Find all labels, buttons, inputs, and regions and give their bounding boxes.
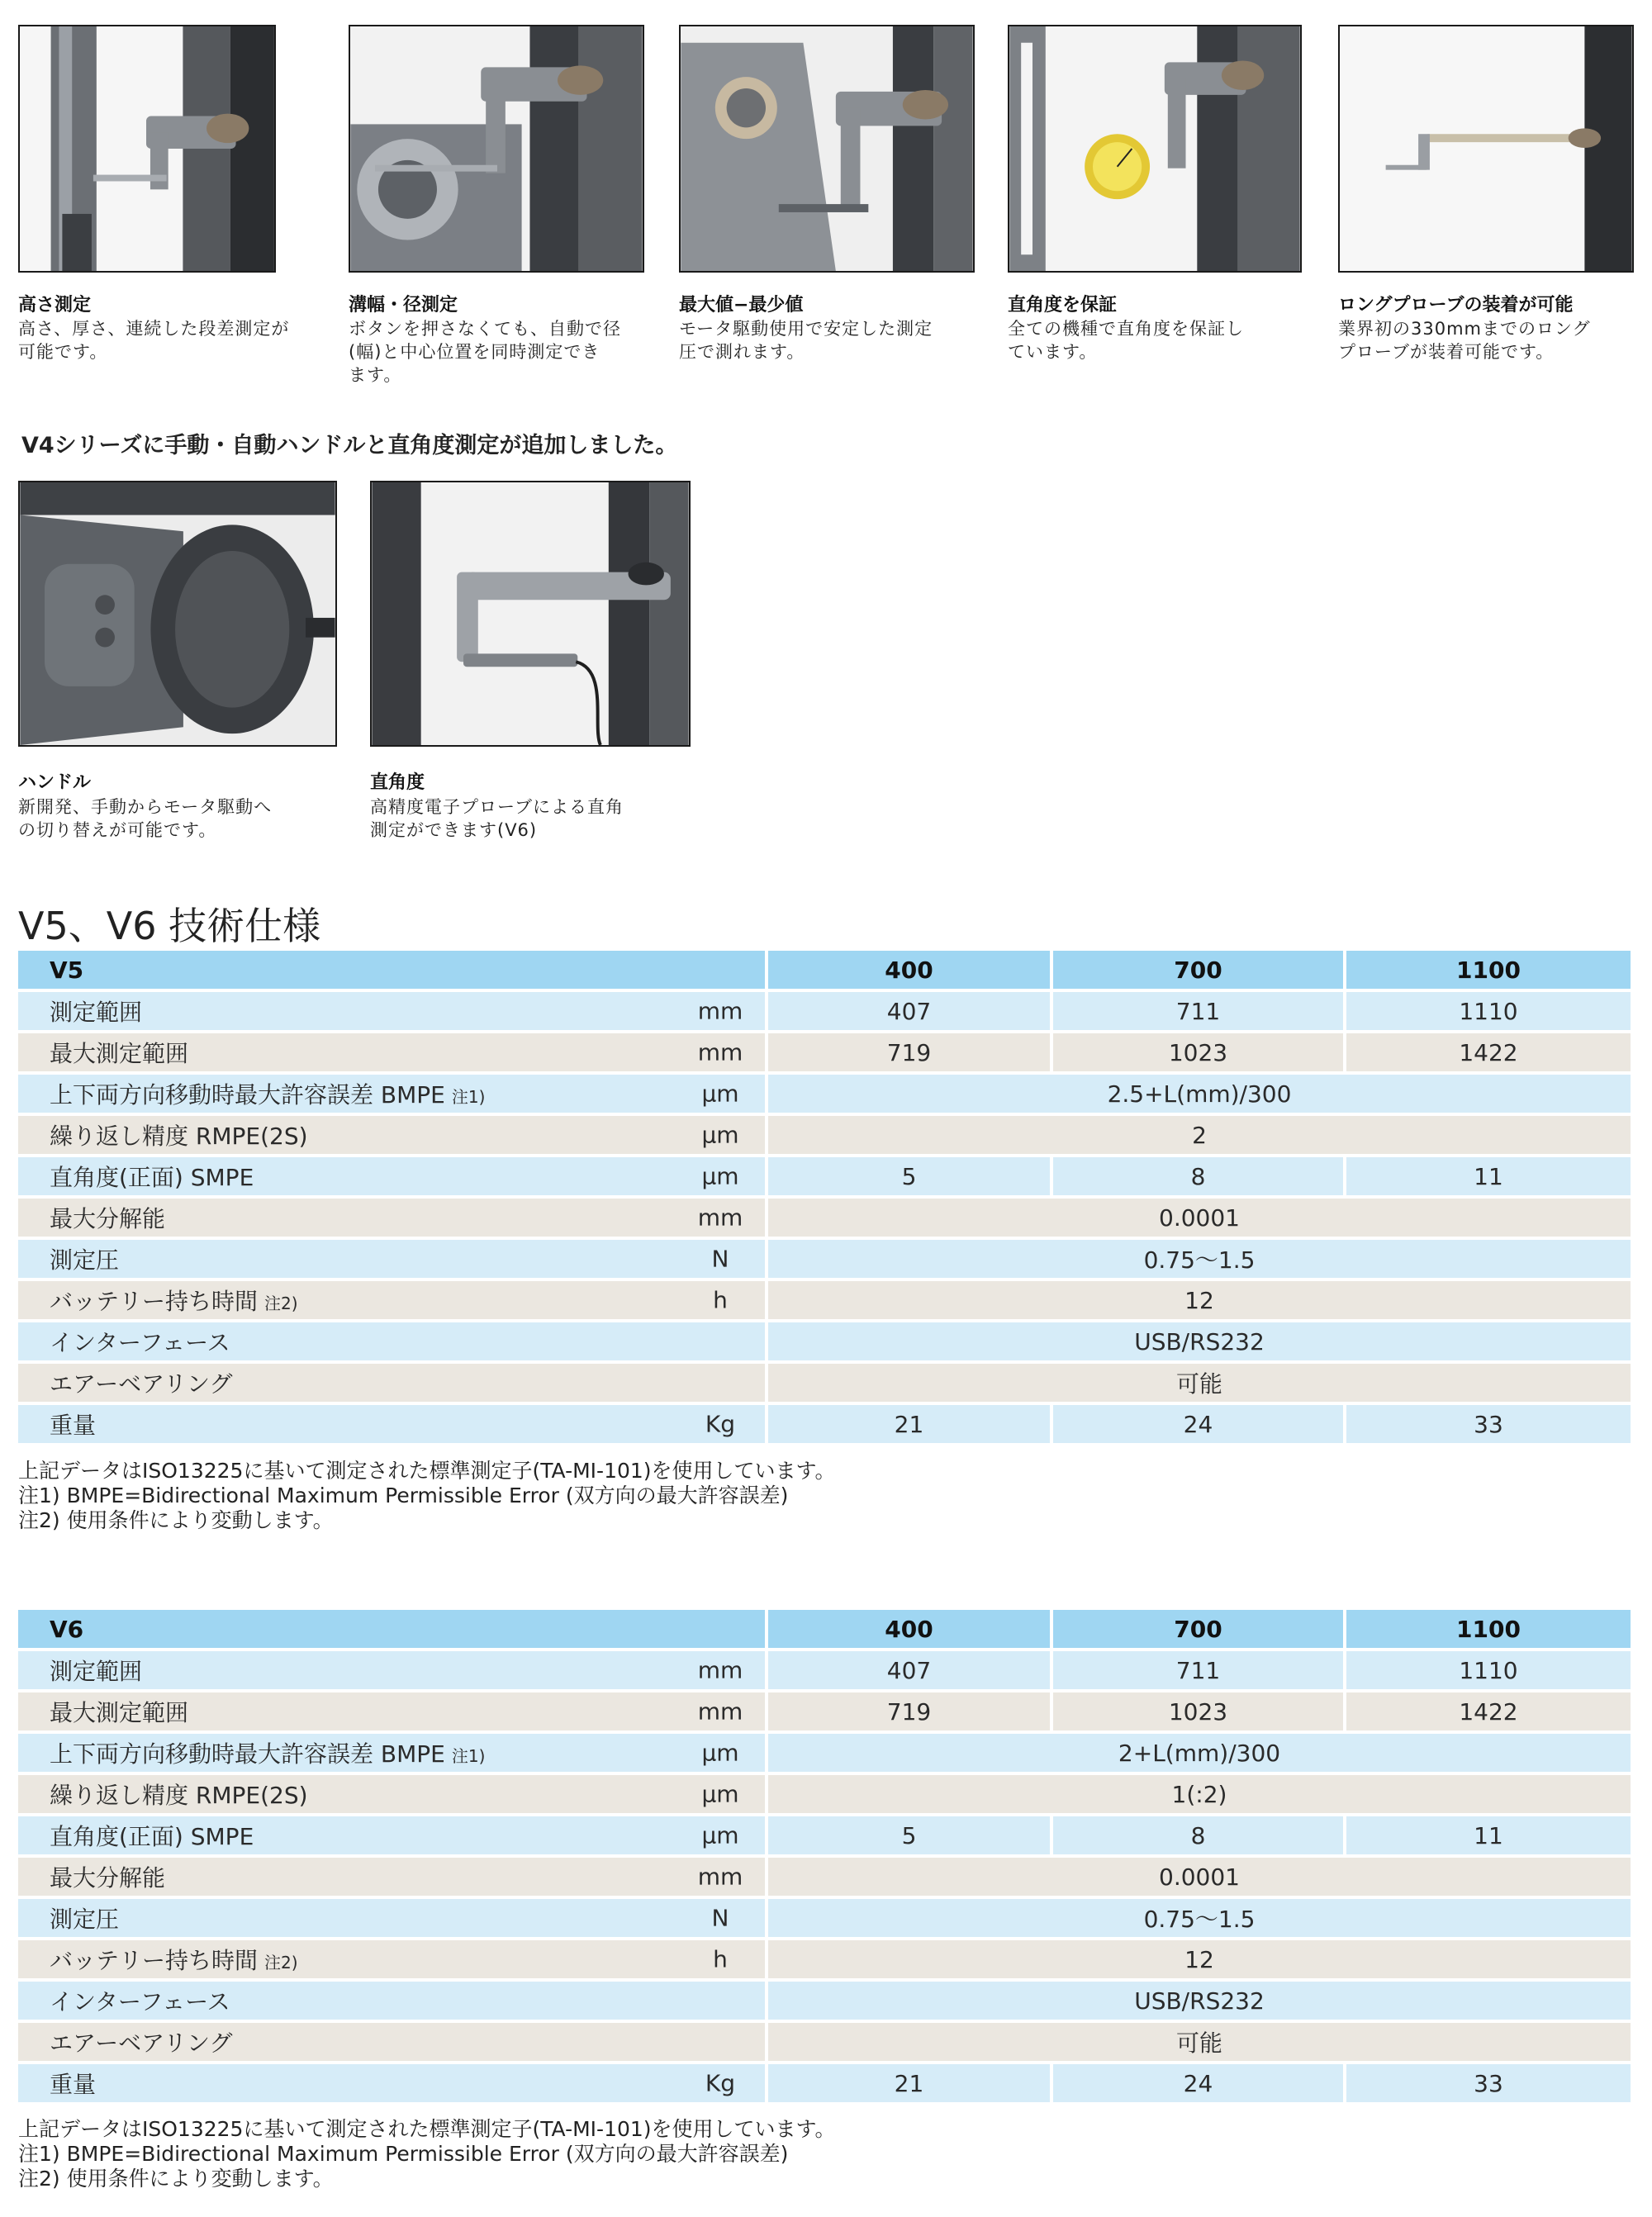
- model-size-header: 1100: [1346, 1610, 1634, 1651]
- spec-header-row: [18, 1610, 1634, 1651]
- feature-desc-groove: [349, 317, 654, 387]
- spec-value: 5: [768, 1157, 1053, 1199]
- spec-label: インターフェース: [50, 1988, 230, 2015]
- spec-label-group: [50, 995, 149, 1028]
- photo-squareness-guarantee: [1008, 25, 1302, 273]
- spec-label: 直角度(正面) SMPE: [50, 1164, 254, 1191]
- spec-unit: mm: [697, 1656, 743, 1684]
- spec-value-merged: USB/RS232: [768, 1982, 1634, 2023]
- spec-unit: mm: [697, 1697, 743, 1726]
- spec-unit: N: [711, 1904, 729, 1932]
- spec-row: [18, 1982, 1634, 2023]
- spec-label-group: [50, 1408, 102, 1441]
- spec-value: 8: [1053, 1816, 1346, 1858]
- spec-value: 24: [1053, 2064, 1346, 2105]
- spec-label-group: [50, 1654, 149, 1687]
- spec-notes-v5: [18, 1459, 836, 1533]
- spec-value: 21: [768, 2064, 1053, 2105]
- photo-handle: [18, 481, 337, 747]
- spec-label: バッテリー持ち時間: [50, 1947, 259, 1974]
- model-size-header: 700: [1053, 951, 1346, 992]
- squareness-probe-illustration: [372, 482, 689, 745]
- spec-value: 1023: [1053, 1033, 1346, 1075]
- spec-table-v6: [18, 1610, 1634, 2105]
- spec-label-group: [50, 1284, 298, 1317]
- note-line: 注2) 使用条件により変動します。: [18, 1508, 334, 1532]
- photo-long-probe: [1338, 25, 1634, 273]
- spec-label-cell: [18, 1940, 768, 1982]
- spec-section-title: V5、V6 技術仕様: [18, 904, 321, 948]
- spec-value: 1422: [1346, 1692, 1634, 1734]
- spec-label-cell: [18, 2064, 768, 2105]
- spec-table-v5: [18, 951, 1634, 1446]
- spec-unit: Kg: [705, 1410, 736, 1438]
- spec-value-merged: 2.5+L(mm)/300: [768, 1075, 1634, 1116]
- spec-label-group: [50, 1366, 239, 1399]
- max-min-measurement-illustration: [681, 26, 973, 271]
- spec-label-cell: [18, 2023, 768, 2064]
- spec-label-group: [50, 1201, 172, 1234]
- spec-label-group: [50, 2025, 239, 2058]
- spec-label: 最大測定範囲: [50, 1040, 189, 1067]
- spec-label-cell: [18, 1322, 768, 1364]
- spec-value: 11: [1346, 1816, 1634, 1858]
- spec-value: 407: [768, 992, 1053, 1033]
- model-size-header: 400: [768, 951, 1053, 992]
- spec-footnote-ref: 注1): [451, 1087, 486, 1107]
- spec-label: 最大測定範囲: [50, 1699, 189, 1726]
- spec-unit: μm: [701, 1780, 739, 1808]
- spec-unit: mm: [697, 997, 743, 1025]
- spec-label-cell: [18, 1982, 768, 2023]
- spec-row: [18, 1364, 1634, 1405]
- spec-label-cell: [18, 1899, 768, 1940]
- spec-value: 719: [768, 1692, 1053, 1734]
- spec-row: [18, 1734, 1634, 1775]
- spec-row: [18, 1651, 1634, 1692]
- spec-row: [18, 1157, 1634, 1199]
- spec-unit: μm: [701, 1739, 739, 1767]
- model-size-header: 700: [1053, 1610, 1346, 1651]
- spec-value: 407: [768, 1651, 1053, 1692]
- spec-footnote-ref: 注2): [264, 1953, 298, 1973]
- groove-measurement-illustration: [350, 26, 643, 271]
- spec-label-cell: [18, 1364, 768, 1405]
- spec-unit: μm: [701, 1162, 739, 1190]
- spec-label-cell: [18, 1816, 768, 1858]
- spec-label-cell: [18, 1692, 768, 1734]
- spec-unit: mm: [697, 1203, 743, 1232]
- spec-row: [18, 2023, 1634, 2064]
- spec-row: [18, 1281, 1634, 1322]
- feature-title-squareness: 直角度を保証: [1008, 295, 1118, 316]
- feature-title-long-probe: ロングプローブの装着が可能: [1338, 295, 1574, 316]
- photo-height-measurement: [18, 25, 276, 273]
- spec-header-row: [18, 951, 1634, 992]
- photo-squareness: [370, 481, 691, 747]
- feature-title-groove: 溝幅・径測定: [349, 295, 458, 316]
- spec-label: 測定圧: [50, 1906, 120, 1933]
- spec-row: [18, 992, 1634, 1033]
- spec-notes-v6: [18, 2117, 836, 2191]
- dial-indicator-illustration: [1009, 26, 1300, 271]
- spec-label: 測定圧: [50, 1246, 120, 1274]
- feature-desc-line: ます。: [349, 365, 402, 385]
- spec-label-group: [50, 1695, 195, 1728]
- note-line: 上記データはISO13225に基いて測定された標準測定子(TA-MI-101)を使用しています。: [18, 1459, 836, 1483]
- spec-label-group: [50, 1077, 485, 1110]
- spec-label-cell: [18, 1734, 768, 1775]
- feature-desc-squareness: [1008, 317, 1313, 363]
- spec-label-group: [50, 1160, 260, 1193]
- spec-footnote-ref: 注1): [451, 1746, 486, 1766]
- model-name: V6: [18, 1610, 768, 1651]
- spec-label-cell: [18, 1775, 768, 1816]
- feature-desc-line: ています。: [1008, 342, 1098, 362]
- spec-label-group: [50, 1325, 237, 1358]
- photo-groove-diameter-measurement: [349, 25, 644, 273]
- spec-unit: N: [711, 1245, 729, 1273]
- spec-value: 24: [1053, 1405, 1346, 1446]
- spec-value: 711: [1053, 992, 1346, 1033]
- spec-value: 8: [1053, 1157, 1346, 1199]
- spec-value-merged: 12: [768, 1940, 1634, 1982]
- spec-unit: h: [713, 1945, 728, 1973]
- spec-row: [18, 1940, 1634, 1982]
- spec-label-cell: [18, 1405, 768, 1446]
- feature-desc-line: 高精度電子プローブによる直角: [370, 797, 624, 817]
- spec-unit: mm: [697, 1863, 743, 1891]
- feature-title-max-min: 最大値−最少値: [679, 295, 804, 316]
- spec-row: [18, 1075, 1634, 1116]
- feature-title-height: 高さ測定: [18, 295, 92, 316]
- v4-feature-title-squareness: 直角度: [370, 772, 425, 793]
- spec-label-group: [50, 1860, 172, 1893]
- spec-label-group: [50, 1736, 485, 1769]
- spec-value-merged: 2+L(mm)/300: [768, 1734, 1634, 1775]
- spec-label: 最大分解能: [50, 1864, 166, 1892]
- spec-unit: μm: [701, 1080, 739, 1108]
- spec-value-merged: 可能: [768, 1364, 1634, 1405]
- spec-value: 11: [1346, 1157, 1634, 1199]
- spec-value-merged: 0.75〜1.5: [768, 1240, 1634, 1281]
- spec-label-cell: [18, 1281, 768, 1322]
- feature-desc-line: 業界初の330mmまでのロング: [1338, 319, 1591, 339]
- spec-label-group: [50, 1242, 126, 1275]
- spec-unit: μm: [701, 1121, 739, 1149]
- spec-value: 719: [768, 1033, 1053, 1075]
- spec-unit: mm: [697, 1038, 743, 1066]
- photo-max-min-measurement: [679, 25, 975, 273]
- spec-row: [18, 1899, 1634, 1940]
- feature-desc-line: 全ての機種で直角度を保証し: [1008, 319, 1244, 339]
- spec-label-group: [50, 1819, 260, 1852]
- spec-row: [18, 1322, 1634, 1364]
- spec-row: [18, 1116, 1634, 1157]
- spec-label: 上下両方向移動時最大許容誤差 BMPE: [50, 1081, 445, 1108]
- spec-unit: Kg: [705, 2069, 736, 2097]
- spec-value-merged: 0.0001: [768, 1858, 1634, 1899]
- feature-desc-line: (幅)と中心位置を同時測定でき: [349, 342, 601, 362]
- spec-label-cell: [18, 1199, 768, 1240]
- spec-row: [18, 1775, 1634, 1816]
- spec-label-cell: [18, 1075, 768, 1116]
- spec-value: 1023: [1053, 1692, 1346, 1734]
- spec-value: 711: [1053, 1651, 1346, 1692]
- spec-unit: h: [713, 1286, 728, 1314]
- feature-desc-line: 新開発、手動からモータ駆動へ: [18, 797, 273, 817]
- spec-value-merged: 12: [768, 1281, 1634, 1322]
- feature-desc-long-probe: [1338, 317, 1644, 363]
- spec-label: 繰り返し精度 RMPE(2S): [50, 1782, 308, 1809]
- v4-feature-desc-squareness: [370, 795, 709, 842]
- spec-value-merged: 可能: [768, 2023, 1634, 2064]
- feature-desc-line: 測定ができます(V6): [370, 820, 538, 840]
- spec-label: 測定範囲: [50, 1658, 143, 1685]
- spec-label: エアーベアリング: [50, 2029, 233, 2057]
- spec-label-cell: [18, 1157, 768, 1199]
- feature-desc-line: プローブが装着可能です。: [1338, 342, 1555, 362]
- spec-value-merged: 1(:2): [768, 1775, 1634, 1816]
- feature-desc-line: 高さ、厚さ、連続した段差測定が: [18, 319, 290, 339]
- spec-value: 33: [1346, 1405, 1634, 1446]
- spec-row: [18, 1858, 1634, 1899]
- spec-row: [18, 1405, 1634, 1446]
- feature-desc-line: の切り替えが可能です。: [18, 820, 217, 840]
- v4-section-heading: V4シリーズに手動・自動ハンドルと直角度測定が追加しました。: [21, 433, 678, 458]
- long-probe-illustration: [1340, 26, 1632, 271]
- feature-desc-line: モータ駆動使用で安定した測定: [679, 319, 933, 339]
- spec-label: 重量: [50, 1412, 97, 1439]
- spec-value-merged: 0.0001: [768, 1199, 1634, 1240]
- spec-label-cell: [18, 1033, 768, 1075]
- feature-desc-line: 可能です。: [18, 342, 108, 362]
- v4-feature-desc-handle: [18, 795, 357, 842]
- v4-feature-title-handle: ハンドル: [18, 772, 92, 793]
- spec-value: 33: [1346, 2064, 1634, 2105]
- spec-footnote-ref: 注2): [264, 1294, 298, 1313]
- feature-desc-height: [18, 317, 324, 363]
- spec-row: [18, 1033, 1634, 1075]
- model-size-header: 1100: [1346, 951, 1634, 992]
- spec-row: [18, 1692, 1634, 1734]
- spec-value: 1110: [1346, 1651, 1634, 1692]
- spec-value: 1110: [1346, 992, 1634, 1033]
- spec-label: 直角度(正面) SMPE: [50, 1823, 254, 1850]
- feature-desc-line: 圧で測れます。: [679, 342, 805, 362]
- spec-value-merged: USB/RS232: [768, 1322, 1634, 1364]
- feature-desc-max-min: [679, 317, 985, 363]
- note-line: 注1) BMPE=Bidirectional Maximum Permissible Error (双方向の最大許容誤差): [18, 1484, 789, 1507]
- model-name: V5: [18, 951, 768, 992]
- spec-label-group: [50, 1036, 195, 1069]
- spec-value: 21: [768, 1405, 1053, 1446]
- spec-label: 繰り返し精度 RMPE(2S): [50, 1123, 308, 1150]
- spec-label: バッテリー持ち時間: [50, 1288, 259, 1315]
- spec-row: [18, 2064, 1634, 2105]
- spec-label-cell: [18, 1116, 768, 1157]
- spec-label: 最大分解能: [50, 1205, 166, 1232]
- spec-value-merged: 0.75〜1.5: [768, 1899, 1634, 1940]
- spec-row: [18, 1816, 1634, 1858]
- spec-label: エアーベアリング: [50, 1370, 233, 1398]
- model-size-header: 400: [768, 1610, 1053, 1651]
- handle-illustration: [20, 482, 335, 745]
- height-gauge-illustration: [20, 26, 274, 271]
- spec-label-group: [50, 1984, 237, 2017]
- feature-desc-line: ボタンを押さなくても、自動で径: [349, 319, 621, 339]
- spec-label-group: [50, 2067, 102, 2100]
- spec-label-cell: [18, 992, 768, 1033]
- spec-label-group: [50, 1943, 298, 1976]
- spec-value-merged: 2: [768, 1116, 1634, 1157]
- spec-label: 上下両方向移動時最大許容誤差 BMPE: [50, 1740, 445, 1768]
- spec-value: 1422: [1346, 1033, 1634, 1075]
- spec-label: 重量: [50, 2071, 97, 2098]
- note-line: 注2) 使用条件により変動します。: [18, 2167, 334, 2191]
- spec-unit: μm: [701, 1821, 739, 1849]
- spec-label-group: [50, 1118, 315, 1151]
- spec-row: [18, 1240, 1634, 1281]
- spec-label: インターフェース: [50, 1329, 230, 1356]
- note-line: 注1) BMPE=Bidirectional Maximum Permissible Error (双方向の最大許容誤差): [18, 2142, 789, 2166]
- spec-label-group: [50, 1778, 315, 1811]
- spec-row: [18, 1199, 1634, 1240]
- note-line: 上記データはISO13225に基いて測定された標準測定子(TA-MI-101)を使用しています。: [18, 2117, 836, 2141]
- spec-label-cell: [18, 1240, 768, 1281]
- spec-label: 測定範囲: [50, 999, 143, 1026]
- spec-label-cell: [18, 1858, 768, 1899]
- spec-value: 5: [768, 1816, 1053, 1858]
- spec-label-cell: [18, 1651, 768, 1692]
- spec-label-group: [50, 1901, 126, 1935]
